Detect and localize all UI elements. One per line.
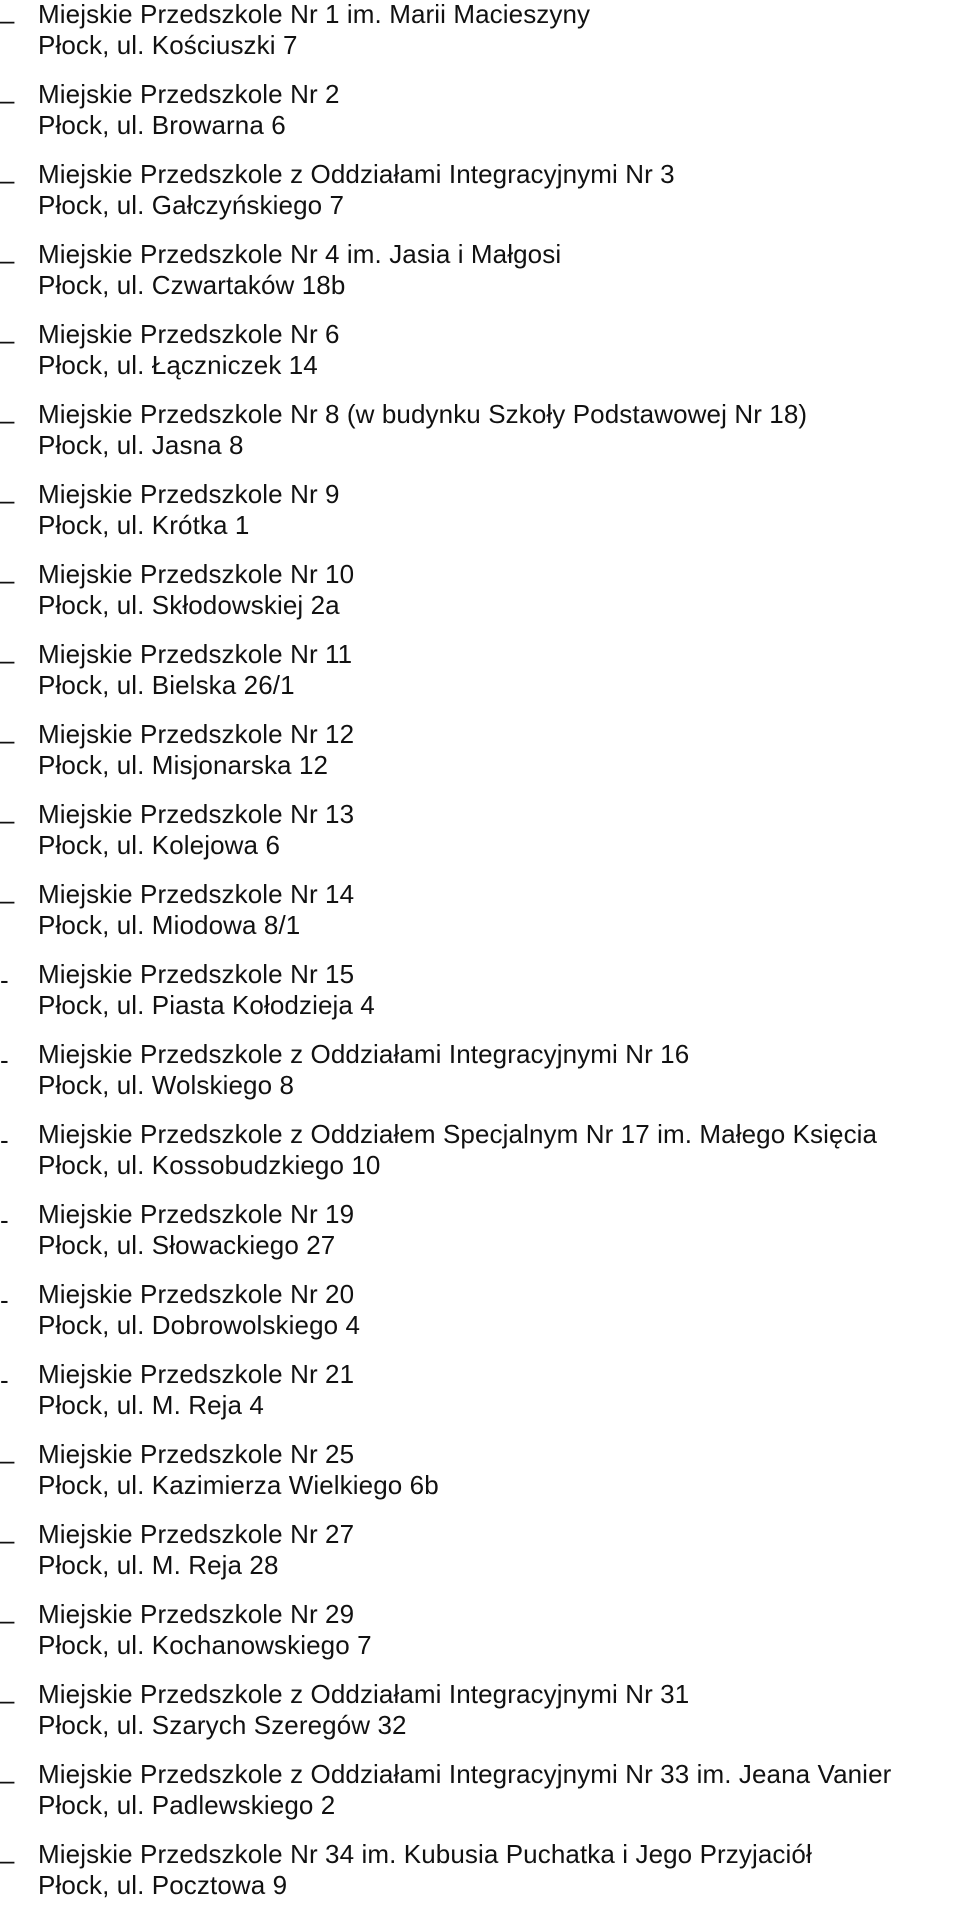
- list-item: [0, 1360, 960, 1440]
- kindergarten-name: Miejskie Przedszkole Nr 14: [38, 879, 355, 909]
- list-bullet-dash: -: [0, 965, 9, 995]
- kindergarten-name: Miejskie Przedszkole Nr 29: [38, 1599, 355, 1629]
- list-bullet-dash: –: [0, 1845, 15, 1875]
- list-item: [0, 1600, 960, 1680]
- list-bullet-dash: –: [0, 565, 15, 595]
- list-item: [0, 0, 960, 80]
- list-item: [0, 160, 960, 240]
- list-item: [0, 320, 960, 400]
- kindergarten-address: Płock, ul. Słowackiego 27: [38, 1230, 336, 1260]
- kindergarten-address: Płock, ul. Bielska 26/1: [38, 670, 295, 700]
- list-item: [0, 1040, 960, 1120]
- list-item: [0, 80, 960, 160]
- kindergarten-address: Płock, ul. Skłodowskiej 2a: [38, 590, 340, 620]
- list-bullet-dash: –: [0, 1525, 15, 1555]
- list-bullet-dash: -: [0, 1365, 9, 1395]
- kindergarten-name: Miejskie Przedszkole Nr 12: [38, 719, 355, 749]
- list-bullet-dash: -: [0, 1125, 9, 1155]
- kindergarten-address: Płock, ul. Jasna 8: [38, 430, 244, 460]
- kindergarten-address: Płock, ul. M. Reja 4: [38, 1390, 264, 1420]
- kindergarten-address: Płock, ul. Łączniczek 14: [38, 350, 318, 380]
- list-bullet-dash: –: [0, 405, 15, 435]
- list-item: [0, 1440, 960, 1520]
- kindergarten-name: Miejskie Przedszkole z Oddziałami Integracyjnymi Nr 16: [38, 1039, 690, 1069]
- list-item: [0, 1520, 960, 1600]
- kindergarten-name: Miejskie Przedszkole Nr 20: [38, 1279, 355, 1309]
- kindergarten-name: Miejskie Przedszkole Nr 1 im. Marii Macieszyny: [38, 0, 591, 29]
- kindergarten-name: Miejskie Przedszkole Nr 15: [38, 959, 355, 989]
- list-item: [0, 560, 960, 640]
- kindergarten-name: Miejskie Przedszkole Nr 10: [38, 559, 355, 589]
- list-bullet-dash: -: [0, 1045, 9, 1075]
- kindergarten-name: Miejskie Przedszkole Nr 6: [38, 319, 340, 349]
- kindergarten-address: Płock, ul. Browarna 6: [38, 110, 286, 140]
- kindergarten-name: Miejskie Przedszkole Nr 25: [38, 1439, 355, 1469]
- kindergarten-name: Miejskie Przedszkole Nr 13: [38, 799, 355, 829]
- list-item: [0, 480, 960, 560]
- kindergarten-name: Miejskie Przedszkole Nr 11: [38, 639, 353, 669]
- list-item: [0, 240, 960, 320]
- list-item: [0, 800, 960, 880]
- list-bullet-dash: –: [0, 1445, 15, 1475]
- kindergarten-address: Płock, ul. Kolejowa 6: [38, 830, 281, 860]
- list-item: [0, 880, 960, 960]
- list-bullet-dash: –: [0, 245, 15, 275]
- list-bullet-dash: –: [0, 165, 15, 195]
- list-bullet-dash: –: [0, 725, 15, 755]
- list-bullet-dash: –: [0, 805, 15, 835]
- kindergarten-name: Miejskie Przedszkole Nr 9: [38, 479, 340, 509]
- list-item: [0, 400, 960, 480]
- list-bullet-dash: –: [0, 485, 15, 515]
- kindergarten-address: Płock, ul. Misjonarska 12: [38, 750, 329, 780]
- kindergarten-name: Miejskie Przedszkole z Oddziałem Specjalnym Nr 17 im. Małego Księcia: [38, 1119, 878, 1149]
- kindergarten-name: Miejskie Przedszkole Nr 19: [38, 1199, 355, 1229]
- kindergarten-address: Płock, ul. Wolskiego 8: [38, 1070, 295, 1100]
- kindergarten-address: Płock, ul. Krótka 1: [38, 510, 250, 540]
- kindergarten-name: Miejskie Przedszkole z Oddziałami Integracyjnymi Nr 31: [38, 1679, 690, 1709]
- list-item: [0, 960, 960, 1040]
- kindergarten-name: Miejskie Przedszkole Nr 34 im. Kubusia Puchatka i Jego Przyjaciół: [38, 1839, 812, 1869]
- list-bullet-dash: –: [0, 1765, 15, 1795]
- kindergarten-address: Płock, ul. Kazimierza Wielkiego 6b: [38, 1470, 439, 1500]
- list-bullet-dash: –: [0, 1685, 15, 1715]
- list-item: [0, 720, 960, 800]
- list-item: [0, 1840, 960, 1920]
- kindergarten-address: Płock, ul. Miodowa 8/1: [38, 910, 301, 940]
- kindergarten-name: Miejskie Przedszkole z Oddziałami Integracyjnymi Nr 33 im. Jeana Vanier: [38, 1759, 892, 1789]
- list-bullet-dash: -: [0, 1285, 9, 1315]
- list-bullet-dash: –: [0, 645, 15, 675]
- kindergarten-name: Miejskie Przedszkole Nr 27: [38, 1519, 355, 1549]
- kindergarten-name: Miejskie Przedszkole Nr 2: [38, 79, 340, 109]
- list-bullet-dash: –: [0, 5, 15, 35]
- list-bullet-dash: –: [0, 1605, 15, 1635]
- list-bullet-dash: –: [0, 325, 15, 355]
- kindergarten-address: Płock, ul. M. Reja 28: [38, 1550, 279, 1580]
- kindergarten-address: Płock, ul. Piasta Kołodzieja 4: [38, 990, 375, 1020]
- kindergarten-address: Płock, ul. Padlewskiego 2: [38, 1790, 336, 1820]
- kindergarten-name: Miejskie Przedszkole Nr 8 (w budynku Szkoły Podstawowej Nr 18): [38, 399, 808, 429]
- list-item: [0, 640, 960, 720]
- list-bullet-dash: -: [0, 1205, 9, 1235]
- list-item: [0, 1120, 960, 1200]
- list-bullet-dash: –: [0, 85, 15, 115]
- kindergarten-address: Płock, ul. Gałczyńskiego 7: [38, 190, 345, 220]
- list-item: [0, 1280, 960, 1360]
- kindergarten-address: Płock, ul. Kochanowskiego 7: [38, 1630, 372, 1660]
- list-item: [0, 1760, 960, 1840]
- list-bullet-dash: –: [0, 885, 15, 915]
- kindergarten-address: Płock, ul. Kościuszki 7: [38, 30, 298, 60]
- kindergarten-address: Płock, ul. Dobrowolskiego 4: [38, 1310, 361, 1340]
- kindergarten-address: Płock, ul. Czwartaków 18b: [38, 270, 346, 300]
- kindergarten-name: Miejskie Przedszkole Nr 21: [38, 1359, 355, 1389]
- list-item: [0, 1680, 960, 1760]
- kindergarten-address: Płock, ul. Kossobudzkiego 10: [38, 1150, 381, 1180]
- kindergarten-address: Płock, ul. Szarych Szeregów 32: [38, 1710, 407, 1740]
- kindergarten-name: Miejskie Przedszkole z Oddziałami Integracyjnymi Nr 3: [38, 159, 675, 189]
- kindergarten-address: Płock, ul. Pocztowa 9: [38, 1870, 288, 1900]
- list-item: [0, 1200, 960, 1280]
- kindergarten-name: Miejskie Przedszkole Nr 4 im. Jasia i Małgosi: [38, 239, 562, 269]
